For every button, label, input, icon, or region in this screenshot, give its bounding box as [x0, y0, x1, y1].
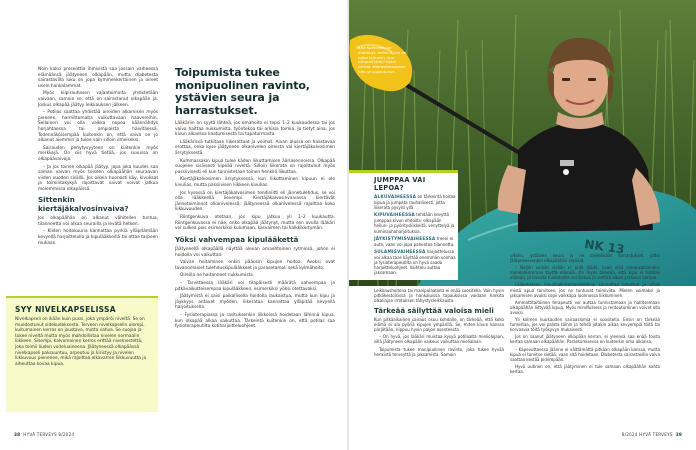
phase-item	[374, 194, 456, 210]
paragraph: Vaivan hoitaminen onkin pääosin kipujen hoitoa. Avoksi ovat tavanomaiset tulehduskipulääkkeet ja parasetamoli sekä kylmähoito.	[175, 260, 335, 271]
phase-name: SULAMISVAIHEESSA	[374, 249, 426, 255]
paragraph: Yli kolmen kuukauden sairaaslomia ei suositella. Ensin on tärkeää tunnistaa, jos voi palata töihin ja tehdä jotakin aikaa kevyempiä töitä tai korvaavia töitä työkyvyn mukaisesti.	[510, 317, 660, 333]
left-column-1	[38, 67, 158, 248]
spread-gutter	[347, 0, 349, 450]
paragraph: – Potilas saattaa yhdistää oireiden alkamisen myös pieneen, harmittomalta vaikuttavaan haavereihin. Sellainen voi olla vaikka nopea käännähdys horjahtaessa tai ampiaista häivitäessä. Todennäköisempää kuitenkin on, että vaiva on jo alkanut aiemmin ja tuleе vain silloin ilmeiseksi.	[38, 110, 158, 144]
page-number: 39	[675, 432, 682, 437]
paragraph: Noin kaksi prosenttia ihmisistä saa jossain vaiheessa elämäänsä jäätyneen olkapään, mutta diabetesta sairastavilla luku on jopa kymmenkertainen ja oireet usein hankalammat.	[38, 67, 158, 89]
paragraph: – Kliden hoitokuuria kannattaa pyrkiä ylläpitämään kevyellä harjoittelulla ja kipulääkkeillä tai ottaa tarpeen mukaan.	[38, 229, 158, 246]
paragraph: – Tarvittaessa lääkäri voi tilapäisesti määrätä vahvempaa ja pitkävaikutteisempaa kipulääkkeen, esimerkiksi yöksi otettavaksi.	[175, 281, 335, 292]
phase-item	[374, 212, 456, 233]
magazine-name: 8/2024 HYVÄ TERVEYS	[621, 432, 673, 437]
paragraph: Jäätymistä ei saisi paikallisella hoidolla laukaistua, mutta kun kipu ja jäykkyys antavat myöden, liikerataa kannattaa ylläpitää kevyellä harjoituksella.	[175, 294, 335, 311]
paragraph: Röntgenkuva otetaan, jos kipu jatkuu yli 1–2 kuukautta. Röntgenkuvassa ei näe, onko olkapää jäätynyt, mutta sen avulla lääkäri voi sulkea pois esimerkiksi kulumaan, kasvaimen tai kalkkikertymän.	[175, 214, 335, 232]
paragraph: ulkoilu, ystävien seura ja ne mielekkäät harrastukset, jotka jäätyneeseenkin olkapäähän sopivat.	[510, 253, 660, 264]
subheading: Yöksi vahvempaa kipulääkettä	[175, 234, 299, 244]
paragraph: Leikkaushoitona tai manipulaatiota ei enää suositella. Vain hyvin pitkäkestoisissa ja hankaluissa tapauksissa voidaan harkita olkalinjan irrotuksen tähystysleikkausta.	[374, 288, 504, 304]
paragraph: Kummassakin kipuá tulee käden liikuttamisen ääriasennoissa. Olkapää suojelee sisäisesti kipeää niveltä. Silloin liikerata on rajoittunut myös passiivisesti eli kun tunnistetaan toinen henkilö liikuttaa.	[175, 158, 335, 175]
box-title: JUMPPAA VAI LEPOA?	[374, 176, 426, 192]
page-number: 38	[14, 432, 21, 437]
paragraph: Hyvä uutinen on, että jäätyminen ei tule samaan olkapäähän kahta kertaa.	[510, 363, 660, 374]
right-column-2	[374, 288, 504, 359]
phase-text: harjoittelussa voi alkaa taas käyttää enemmän voimaa ja fysioterapeutilta on hyvä saada harjoitteluohjeet. Vaihtelu auttaa jaksamaan.	[374, 248, 456, 276]
phase-item	[374, 236, 456, 247]
phase-text: tehdään kevyttä jumppaa kivun ehdoilla: olkapään heiluri- ja pyöritysliikkeitä, venyttelyä ja kuminauhaharjoituksia.	[374, 212, 455, 234]
paragraph: Kun pitkäaikainen sairaus osuu kohdalle, on tärkeää, että koko elämä ei ala pyöriä kipujen ympärillä. Se, miten kivun kanssa pärjätään, riippuu hyvin paljon asenteesta.	[374, 316, 504, 333]
fact-box-jumppaa	[348, 170, 458, 280]
paragraph: Lääketieteen kivunhallintamenetelmiin kannattaa tutustua ja ottaa mistä apua tarvitsee, jos ne tuntuvat toimivilta. Mielen voimaksi ja jaksamisen avuksi sopii vaikkapa luonnossa liikkuminen.	[510, 282, 660, 298]
phase-name: KIPUVAIHEESSA	[374, 213, 415, 219]
phase-name: JÄYKISTYMISVAIHEESSA	[374, 236, 436, 242]
paragraph: Ammattitaitoinen terapeutti voi auttaa tunnistamaan ja hallitsemaan olkapäähän liittyvää kipua. Myös mindfulness ja rentoutuminen voivat olla avuksi.	[510, 299, 660, 315]
paragraph: – Neljän seinän sisään ei pidä jäädä, vaan elää sairausaikanakin mahdollisimman täyttä elämää. On myös tärkeää, että kipu ei hallitse elämää, ja kivusta huolimatta voi liikkua ja viettää aikaa ystävien kanssa.	[510, 265, 660, 281]
paragraph: Sairauden periytyvyyteen on kuitenkin myös merkkejä. On siis hyvä tietää, jos suvussa on olkapäävaivoja.	[38, 145, 158, 162]
left-column-3	[175, 121, 335, 332]
box-text: Nivelkapseli on ikään kuin pussi, joka ympäröi niveltä. Se on muodostunut sidekudoksesta. Terveen nivelkapselin ulompi, kuitumainen kerros on joustava, mutta vahva. Se suojaa ja tukee niveltä mutta myös mahdollistaa nivelen normaalin liikkeen. Sisempi, kalvomainen kerros erittää nivelnestettä, joka toimii liuden voiteluaineena. Jäätyneessä olkapäässä nivelkapseli paksuuntuu, arpeutuu ja kiristyy ja nivelen liikkuvuus pienenee, mikä rajoittaa olkavarren liikkuvuutta ja aiheuttaa kovaa kipua.	[15, 317, 147, 367]
paragraph: Oireilla ne haitanneet nukkumista.	[180, 273, 255, 279]
phase-text: treeni ei auta, vaan voi jopa pahentaa tilannetta.	[374, 235, 455, 247]
phase-item	[374, 249, 456, 275]
box-title: SYY NIVELKAPSELISSA	[15, 305, 116, 314]
subheading: Sittenkin kiertäjäkalvosinvaiva?	[38, 195, 129, 213]
paragraph: Jäätyneellä olkapäällä näyttää olevan omaehtoinen rytminsä, johon ei hoidolla voi vaikuttaa.	[175, 247, 335, 258]
paragraph: Jos kysessä on kiertäjäkalvosimen tendiniitti eli jännetulehdus, se voi olla lääkkeellä lievempi. Kiertäjäkalvosinvaivassa kiertävät jännetoiminnot olkanivelessä; jäätyneessä olkanivelessä rajoittaa koko liikkuvuuden.	[175, 190, 335, 213]
fact-box-nivelkapseli	[6, 296, 158, 412]
right-footer	[622, 432, 682, 437]
subheading: Tärkeää säilyttää valoisa mieli	[374, 306, 494, 315]
photo-caption: Arja Kukkonen on miettinyt, miten hyvin on tullut toimeen, kun olkapää jäätyi kaksi kertaa. Harrastuksissaan hän on sopeutunut.	[358, 45, 407, 74]
paragraph: Toipumista tukee monipuolinen ravinto, joka tukee hyvää henkistä terveyttä ja jaksamista. Samoin	[374, 346, 504, 357]
left-footer	[14, 432, 74, 437]
pull-quote-headline: Toipumista tukee monipuolinen ravinto, ystävien seura ja harrastukset.	[175, 66, 310, 117]
paragraph: Kiertäjäkalvosimen ärsytyksessä, kun liikuttaminen kipuun ei ole kivulias, mutta passiivisen liikkeen kivulias.	[175, 177, 335, 188]
paragraph: Jos olkapäähän on alkanut vähitellen tuntua, tilanneetta voi alkaa seuraillа ja levätä hetken.	[38, 216, 158, 227]
svg-text:NK 13: NK 13	[583, 237, 626, 257]
magazine-name: HYVÄ TERVEYS 8/2024	[23, 432, 75, 437]
phase-text: on tärkeintä hoitaa kipua ja jumpata rauhallisesti, jotta liikerata pysyisi yllä.	[374, 194, 456, 211]
right-column-3	[510, 253, 660, 376]
paragraph: Myös kilpirauhasen vajaatoiminta yhdistetään vaivaan, samoin se, että on sairastanut olkapään ja. Joskus olkapää jäätyy leikkauksen jälkeen.	[38, 91, 158, 108]
paragraph: – On hyvä, jos lääkäri muistaa kysyä potilaalta mieliolojaan, sillä jäätyneen olkapään vaikeus vaikuttaa mielialaan.	[374, 334, 504, 345]
paragraph: Jos on saanut jäätyneen olkapään kerran, ei yleensä saa enää toista kertaa samaan olkapäähän. Parantumisessa on kuitenkin oma aikansa.	[510, 334, 660, 345]
paragraph: – Käpevuttaessa jäänne ei välttämättä pitkään olkapään kanssa, mutta kipua ei tarvitse sietää, vaan sitä hoidetaan. Diabetesta sairastavilla vaiva saattaa kestää pidempään.	[510, 346, 660, 362]
phase-name: ALKUVAIHEESSA	[374, 195, 417, 200]
paragraph: Lääkäriin on syytä lähteä, jos omahoito ei tepsi 1–2 kuukaudessa tai jos vaiva haittaa nukkumista, työntekoa tai arkisia toimia. Jo tietyt aina, jos kivun alkaessa kaatumisesta tai tapaturmasta.	[175, 121, 335, 138]
box-accent-bar	[6, 296, 158, 298]
paragraph: – Ja jos toinen olkapää jäätyy, jopa joka kuudes saa saman vaivan myös toiseen olkapäähän seuraavan viiden vuoden sisällä. Jos oikein huonosti käy, kivuliaat ja toimintakykyä rajoittavat vaivat voivat jatkua molemmissa olkapäissä.	[38, 164, 158, 192]
paragraph: – Fysioterapiassa ja rasituksenkin liikkeissä hoidetaan lähinnä kipua, kun olkapää alkaa vaikuttaa. Tärkeintä kuitenkin on, että potilas saa fysioterapeutilta kotiharjoitteluohjeet.	[175, 313, 335, 330]
box-accent-bar	[348, 170, 458, 173]
phase-list	[374, 194, 456, 275]
paragraph: Lääkärissä tutkitaan liikerattaat ja voimat. Aivan alussa on haastavaa erottaa, onko kyse jäätyneen olkanivelen oireista vai kiertäjäkalvosimen ärsytyksestä.	[175, 139, 335, 156]
